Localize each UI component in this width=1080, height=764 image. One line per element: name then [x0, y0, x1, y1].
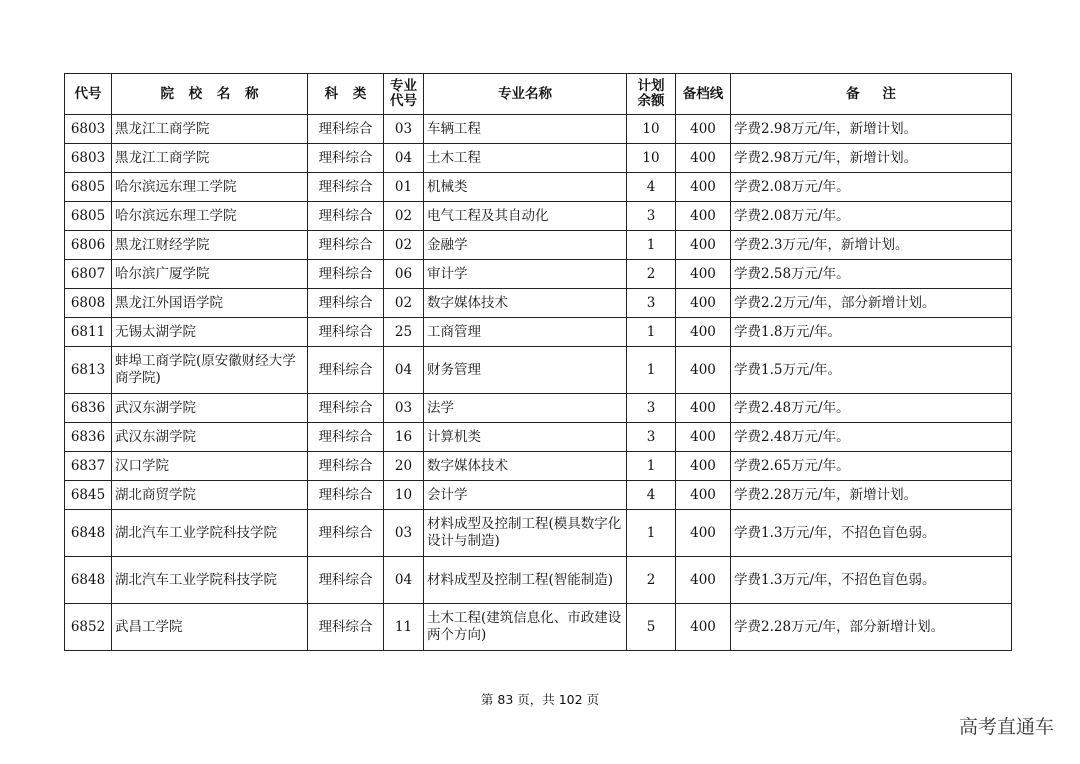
cell-code: 6803 — [65, 144, 112, 173]
cell-code: 6806 — [65, 231, 112, 260]
cell-school: 武汉东湖学院 — [112, 394, 308, 423]
cell-remaining: 1 — [627, 510, 676, 557]
cell-min-score: 400 — [676, 452, 731, 481]
cell-remaining: 1 — [627, 452, 676, 481]
table-row — [65, 115, 1012, 144]
cell-category: 理科综合 — [308, 604, 384, 651]
cell-remaining: 2 — [627, 260, 676, 289]
cell-school: 湖北汽车工业学院科技学院 — [112, 510, 308, 557]
cell-remark: 学费1.8万元/年。 — [731, 318, 1012, 347]
cell-category: 理科综合 — [308, 347, 384, 394]
cell-min-score: 400 — [676, 115, 731, 144]
cell-remark: 学费2.3万元/年，新增计划。 — [731, 231, 1012, 260]
cell-code: 6811 — [65, 318, 112, 347]
cell-min-score: 400 — [676, 423, 731, 452]
cell-min-score: 400 — [676, 289, 731, 318]
admission-table — [64, 73, 1012, 651]
cell-school: 黑龙江工商学院 — [112, 115, 308, 144]
cell-remaining: 1 — [627, 231, 676, 260]
cell-major-name: 机械类 — [424, 173, 627, 202]
table-row — [65, 260, 1012, 289]
cell-major-code: 01 — [384, 173, 424, 202]
cell-remark: 学费2.28万元/年，新增计划。 — [731, 481, 1012, 510]
cell-major-code: 16 — [384, 423, 424, 452]
header-school: 院 校 名 称 — [112, 74, 308, 115]
cell-code: 6805 — [65, 173, 112, 202]
header-major-code: 专业代号 — [384, 74, 424, 115]
table-row — [65, 144, 1012, 173]
cell-school: 哈尔滨广厦学院 — [112, 260, 308, 289]
cell-major-code: 03 — [384, 394, 424, 423]
cell-remaining: 4 — [627, 481, 676, 510]
cell-major-name: 数字媒体技术 — [424, 452, 627, 481]
cell-min-score: 400 — [676, 260, 731, 289]
cell-min-score: 400 — [676, 394, 731, 423]
cell-code: 6852 — [65, 604, 112, 651]
cell-code: 6803 — [65, 115, 112, 144]
cell-remark: 学费2.08万元/年。 — [731, 202, 1012, 231]
cell-min-score: 400 — [676, 202, 731, 231]
cell-major-name: 会计学 — [424, 481, 627, 510]
cell-remark: 学费2.28万元/年，部分新增计划。 — [731, 604, 1012, 651]
cell-major-code: 03 — [384, 115, 424, 144]
header-category: 科 类 — [308, 74, 384, 115]
cell-category: 理科综合 — [308, 173, 384, 202]
cell-remark: 学费2.48万元/年。 — [731, 394, 1012, 423]
cell-school: 汉口学院 — [112, 452, 308, 481]
cell-school: 湖北汽车工业学院科技学院 — [112, 557, 308, 604]
header-major-name: 专业名称 — [424, 74, 627, 115]
cell-school: 黑龙江工商学院 — [112, 144, 308, 173]
cell-remaining: 10 — [627, 144, 676, 173]
cell-remark: 学费2.48万元/年。 — [731, 423, 1012, 452]
cell-remaining: 1 — [627, 318, 676, 347]
cell-category: 理科综合 — [308, 231, 384, 260]
cell-category: 理科综合 — [308, 423, 384, 452]
cell-major-code: 20 — [384, 452, 424, 481]
cell-remaining: 2 — [627, 557, 676, 604]
cell-code: 6848 — [65, 510, 112, 557]
cell-category: 理科综合 — [308, 144, 384, 173]
cell-major-code: 04 — [384, 347, 424, 394]
cell-major-name: 金融学 — [424, 231, 627, 260]
cell-major-name: 车辆工程 — [424, 115, 627, 144]
cell-code: 6837 — [65, 452, 112, 481]
table-row — [65, 481, 1012, 510]
cell-category: 理科综合 — [308, 289, 384, 318]
cell-remark: 学费2.65万元/年。 — [731, 452, 1012, 481]
cell-min-score: 400 — [676, 557, 731, 604]
cell-remaining: 3 — [627, 394, 676, 423]
cell-school: 蚌埠工商学院(原安徽财经大学商学院) — [112, 347, 308, 394]
header-min-score: 备档线 — [676, 74, 731, 115]
cell-category: 理科综合 — [308, 510, 384, 557]
cell-code: 6813 — [65, 347, 112, 394]
cell-remaining: 3 — [627, 202, 676, 231]
cell-remaining: 10 — [627, 115, 676, 144]
table-row — [65, 231, 1012, 260]
table-row — [65, 510, 1012, 557]
cell-remark: 学费2.08万元/年。 — [731, 173, 1012, 202]
cell-remark: 学费2.98万元/年，新增计划。 — [731, 144, 1012, 173]
cell-major-code: 06 — [384, 260, 424, 289]
table-row — [65, 202, 1012, 231]
cell-school: 武昌工学院 — [112, 604, 308, 651]
cell-major-name: 审计学 — [424, 260, 627, 289]
cell-major-name: 财务管理 — [424, 347, 627, 394]
cell-category: 理科综合 — [308, 452, 384, 481]
header-remark: 备 注 — [731, 74, 1012, 115]
cell-school: 哈尔滨远东理工学院 — [112, 173, 308, 202]
cell-category: 理科综合 — [308, 318, 384, 347]
cell-major-code: 11 — [384, 604, 424, 651]
cell-major-name: 计算机类 — [424, 423, 627, 452]
cell-remaining: 1 — [627, 347, 676, 394]
cell-min-score: 400 — [676, 347, 731, 394]
cell-remark: 学费1.3万元/年，不招色盲色弱。 — [731, 510, 1012, 557]
header-remaining: 计划余额 — [627, 74, 676, 115]
cell-min-score: 400 — [676, 144, 731, 173]
cell-major-name: 电气工程及其自动化 — [424, 202, 627, 231]
cell-school: 哈尔滨远东理工学院 — [112, 202, 308, 231]
cell-major-code: 03 — [384, 510, 424, 557]
cell-code: 6805 — [65, 202, 112, 231]
cell-school: 无锡太湖学院 — [112, 318, 308, 347]
table-row — [65, 452, 1012, 481]
cell-major-code: 02 — [384, 289, 424, 318]
cell-school: 武汉东湖学院 — [112, 423, 308, 452]
cell-major-code: 04 — [384, 557, 424, 604]
table-row — [65, 347, 1012, 394]
cell-major-code: 02 — [384, 231, 424, 260]
cell-code: 6836 — [65, 394, 112, 423]
cell-category: 理科综合 — [308, 481, 384, 510]
cell-major-code: 10 — [384, 481, 424, 510]
table-row — [65, 423, 1012, 452]
cell-category: 理科综合 — [308, 115, 384, 144]
cell-school: 黑龙江外国语学院 — [112, 289, 308, 318]
cell-remaining: 3 — [627, 423, 676, 452]
cell-min-score: 400 — [676, 481, 731, 510]
cell-min-score: 400 — [676, 173, 731, 202]
cell-major-code: 25 — [384, 318, 424, 347]
table-row — [65, 318, 1012, 347]
cell-category: 理科综合 — [308, 260, 384, 289]
page-footer: 第 83 页，共 102 页 — [480, 692, 600, 707]
header-row — [65, 74, 1012, 115]
table-row — [65, 173, 1012, 202]
cell-major-name: 材料成型及控制工程(智能制造) — [424, 557, 627, 604]
cell-major-name: 数字媒体技术 — [424, 289, 627, 318]
cell-category: 理科综合 — [308, 557, 384, 604]
cell-major-code: 04 — [384, 144, 424, 173]
cell-code: 6848 — [65, 557, 112, 604]
cell-remark: 学费2.98万元/年，新增计划。 — [731, 115, 1012, 144]
cell-remaining: 4 — [627, 173, 676, 202]
cell-remaining: 3 — [627, 289, 676, 318]
brand-watermark: 高考直通车 — [958, 716, 1054, 738]
cell-major-name: 工商管理 — [424, 318, 627, 347]
cell-remark: 学费2.2万元/年，部分新增计划。 — [731, 289, 1012, 318]
table-row — [65, 557, 1012, 604]
cell-major-name: 材料成型及控制工程(模具数字化设计与制造) — [424, 510, 627, 557]
table-row — [65, 289, 1012, 318]
cell-code: 6836 — [65, 423, 112, 452]
header-code: 代号 — [65, 74, 112, 115]
cell-remark: 学费1.3万元/年，不招色盲色弱。 — [731, 557, 1012, 604]
cell-category: 理科综合 — [308, 202, 384, 231]
table-row — [65, 394, 1012, 423]
cell-school: 湖北商贸学院 — [112, 481, 308, 510]
cell-min-score: 400 — [676, 318, 731, 347]
cell-remark: 学费1.5万元/年。 — [731, 347, 1012, 394]
cell-min-score: 400 — [676, 604, 731, 651]
cell-major-code: 02 — [384, 202, 424, 231]
cell-min-score: 400 — [676, 231, 731, 260]
cell-remark: 学费2.58万元/年。 — [731, 260, 1012, 289]
cell-category: 理科综合 — [308, 394, 384, 423]
cell-remaining: 5 — [627, 604, 676, 651]
cell-major-name: 土木工程(建筑信息化、市政建设两个方向) — [424, 604, 627, 651]
cell-code: 6807 — [65, 260, 112, 289]
cell-code: 6845 — [65, 481, 112, 510]
cell-major-name: 法学 — [424, 394, 627, 423]
cell-code: 6808 — [65, 289, 112, 318]
table-row — [65, 604, 1012, 651]
cell-school: 黑龙江财经学院 — [112, 231, 308, 260]
cell-min-score: 400 — [676, 510, 731, 557]
cell-major-name: 土木工程 — [424, 144, 627, 173]
